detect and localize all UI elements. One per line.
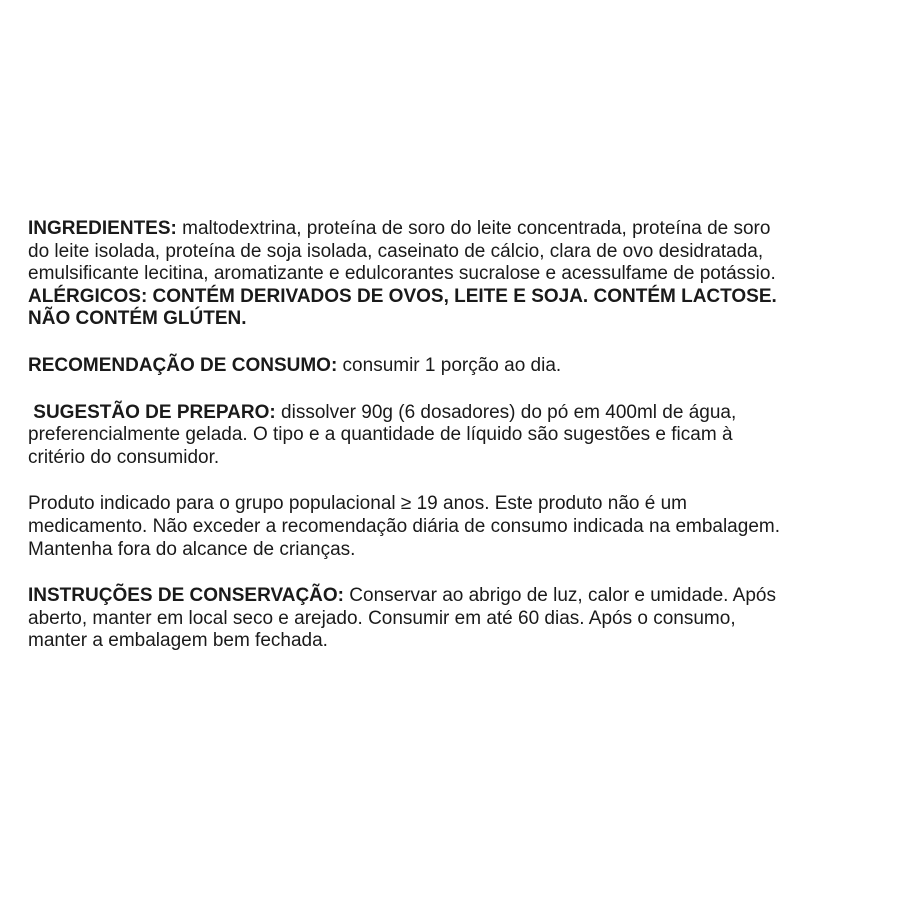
ingredients-section [28, 218, 898, 286]
preparation-line-3: critério do consumidor. [28, 446, 220, 468]
ingredients-line-2: do leite isolada, proteína de soja isolada, caseinato de cálcio, clara de ovo desidratada, [28, 240, 764, 262]
notice-line-2: medicamento. Não exceder a recomendação diária de consumo indicada na embalagem. [28, 515, 780, 537]
storage-line-1 [28, 585, 898, 608]
preparation-line-1 [28, 402, 898, 425]
allergens-section [28, 286, 898, 331]
notice-section [28, 493, 898, 561]
storage-heading: INSTRUÇÕES DE CONSERVAÇÃO: [28, 585, 344, 607]
preparation-text-1: dissolver 90g (6 dosadores) do pó em 400ml de água, [275, 401, 737, 423]
storage-section [28, 585, 898, 653]
ingredients-line-3: emulsificante lecitina, aromatizante e edulcorantes sucralose e acessulfame de potássio. [28, 263, 776, 285]
notice-line-1: Produto indicado para o grupo populacional ≥ 19 anos. Este produto não é um [28, 493, 687, 515]
recommendation-heading: RECOMENDAÇÃO DE CONSUMO: [28, 354, 338, 376]
notice-line-3: Mantenha fora do alcance de crianças. [28, 538, 356, 560]
storage-text-1: Conservar ao abrigo de luz, calor e umidade. Após [344, 585, 776, 607]
storage-line-2: aberto, manter em local seco e arejado. Consumir em até 60 dias. Após o consumo, [28, 607, 736, 629]
ingredients-line-1 [28, 218, 898, 241]
recommendation-section [28, 355, 898, 378]
label-text-document [28, 218, 898, 677]
preparation-section [28, 402, 898, 470]
allergens-line-2: NÃO CONTÉM GLÚTEN. [28, 308, 247, 330]
ingredients-heading: INGREDIENTES: [28, 218, 177, 239]
recommendation-line [28, 355, 898, 378]
recommendation-text: consumir 1 porção ao dia. [337, 354, 562, 376]
storage-line-3: manter a embalagem bem fechada. [28, 630, 328, 652]
allergens-line-1: ALÉRGICOS: CONTÉM DERIVADOS DE OVOS, LEITE E SOJA. CONTÉM LACTOSE. [28, 285, 777, 307]
ingredients-text-1: maltodextrina, proteína de soro do leite concentrada, proteína de soro [176, 218, 771, 239]
preparation-heading: SUGESTÃO DE PREPARO: [33, 401, 276, 423]
preparation-line-2: preferencialmente gelada. O tipo e a quantidade de líquido são sugestões e ficam à [28, 424, 733, 446]
